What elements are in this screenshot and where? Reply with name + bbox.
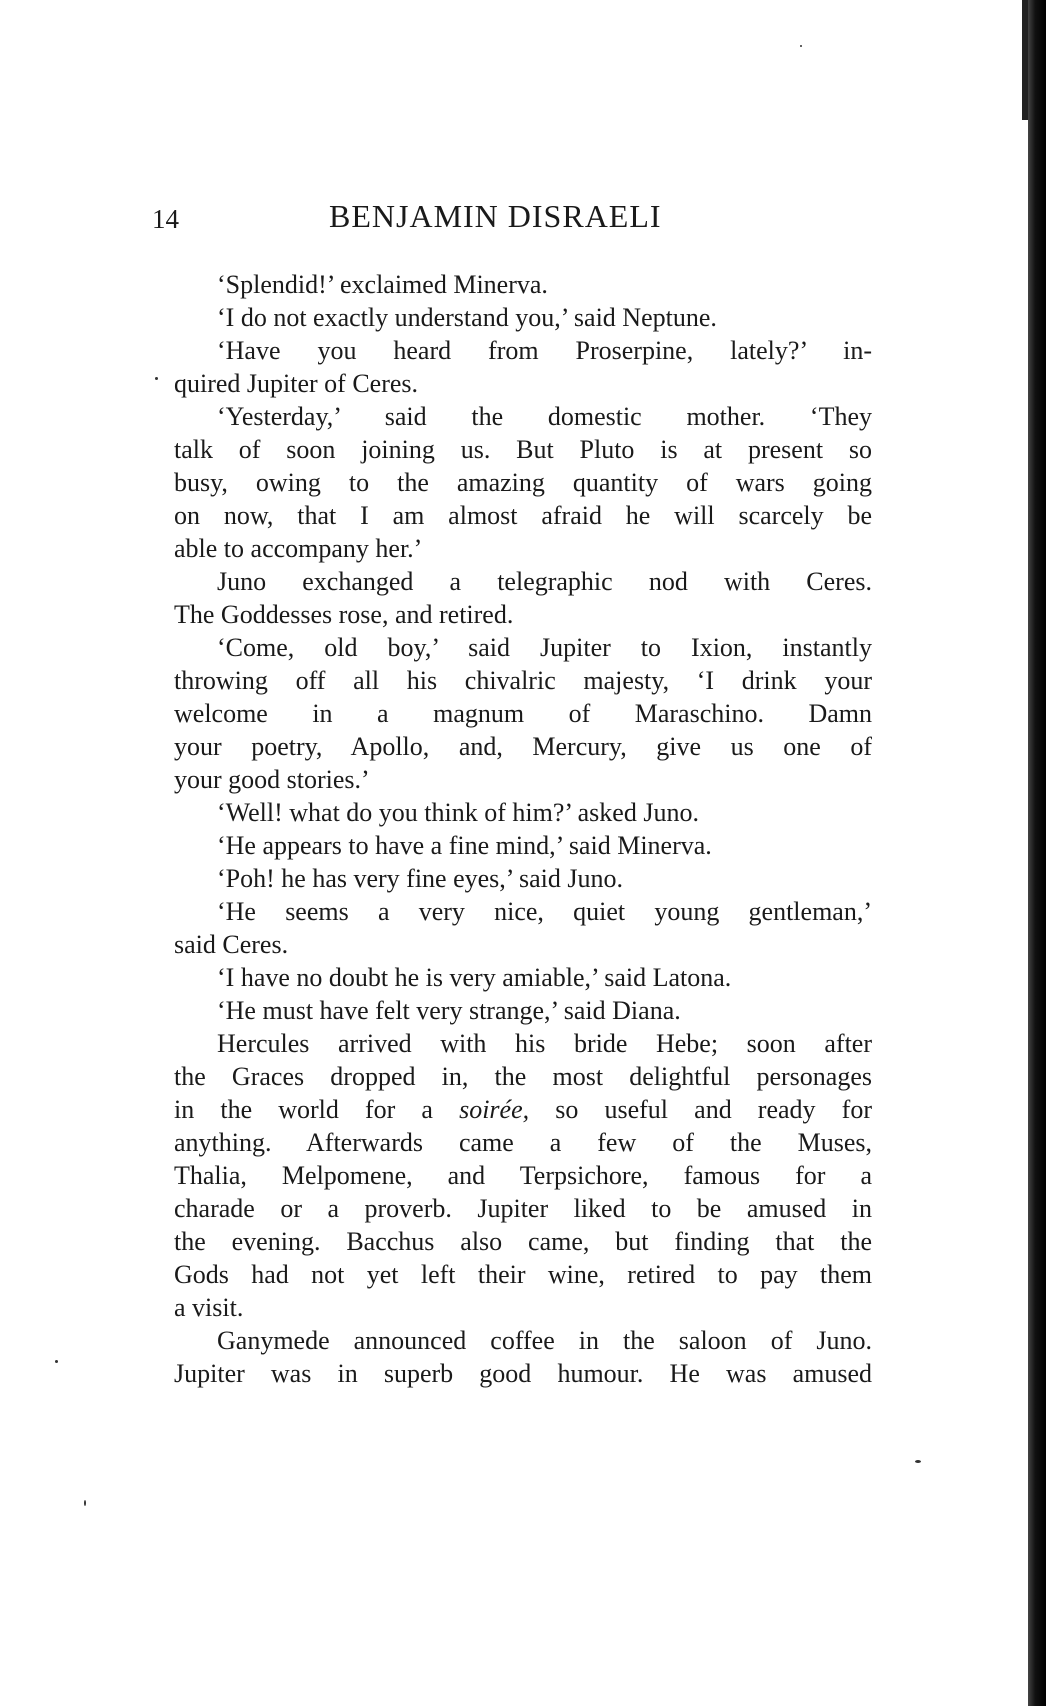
text-line: your poetry, Apollo, and, Mercury, give us one of <box>174 732 872 761</box>
text-line: said Ceres. <box>174 930 289 959</box>
text-line: on now, that I am almost afraid he will scarcely be <box>174 501 872 530</box>
text-line: in the world for a soirée, so useful and ready for <box>174 1095 872 1124</box>
text-line: throwing off all his chivalric majesty, ‘I drink your <box>174 666 872 695</box>
text-line: Juno exchanged a telegraphic nod with Ceres. <box>217 567 872 596</box>
body-text <box>174 268 872 1390</box>
text-line: ‘Have you heard from Proserpine, lately?’ in- <box>217 336 872 365</box>
text-line: busy, owing to the amazing quantity of wars going <box>174 468 872 497</box>
scan-edge-top <box>1022 0 1028 120</box>
text-line: Thalia, Melpomene, and Terpsichore, famous for a <box>174 1161 872 1190</box>
text-line: The Goddesses rose, and retired. <box>174 600 514 629</box>
text-line: the Graces dropped in, the most delightful personages <box>174 1062 872 1091</box>
text-line: the evening. Bacchus also came, but finding that the <box>174 1227 872 1256</box>
text-line: ‘Poh! he has very fine eyes,’ said Juno. <box>217 864 624 893</box>
text-line: ‘He must have felt very strange,’ said Diana. <box>217 996 681 1025</box>
text-line: charade or a proverb. Jupiter liked to be amused in <box>174 1194 872 1223</box>
text-line: ‘Come, old boy,’ said Jupiter to Ixion, instantly <box>217 633 872 662</box>
speck <box>800 45 802 47</box>
text-line: Hercules arrived with his bride Hebe; soon after <box>217 1029 872 1058</box>
page-number: 14 <box>152 204 179 234</box>
speck <box>155 377 158 380</box>
text-line: ‘I have no doubt he is very amiable,’ said Latona. <box>217 963 732 992</box>
text-line: ‘I do not exactly understand you,’ said Neptune. <box>217 303 717 332</box>
page-header <box>152 198 872 242</box>
text-line: ‘He appears to have a fine mind,’ said Minerva. <box>217 831 712 860</box>
text-line: welcome in a magnum of Maraschino. Damn <box>174 699 872 728</box>
text-line: ‘He seems a very nice, quiet young gentleman,’ <box>217 897 872 926</box>
text-line: Gods had not yet left their wine, retired to pay them <box>174 1260 872 1289</box>
text-line: Jupiter was in superb good humour. He was amused <box>174 1359 872 1388</box>
text-line: quired Jupiter of Ceres. <box>174 369 419 398</box>
text-line: anything. Afterwards came a few of the Muses, <box>174 1128 872 1157</box>
speck <box>915 1460 921 1463</box>
text-line: ‘Splendid!’ exclaimed Minerva. <box>217 270 548 299</box>
text-line: ‘Well! what do you think of him?’ asked Juno. <box>217 798 699 827</box>
text-line: talk of soon joining us. But Pluto is at present so <box>174 435 872 464</box>
text-line: able to accompany her.’ <box>174 534 423 563</box>
speck <box>84 1500 86 1506</box>
text-line: ‘Yesterday,’ said the domestic mother. ‘They <box>217 402 872 431</box>
text-line: your good stories.’ <box>174 765 370 794</box>
running-head: BENJAMIN DISRAELI <box>329 198 662 234</box>
scan-edge <box>1028 0 1046 1706</box>
italic-word: soirée, <box>459 1095 530 1124</box>
text-line: a visit. <box>174 1293 244 1322</box>
text-line: Ganymede announced coffee in the saloon of Juno. <box>217 1326 872 1355</box>
speck <box>55 1360 58 1363</box>
